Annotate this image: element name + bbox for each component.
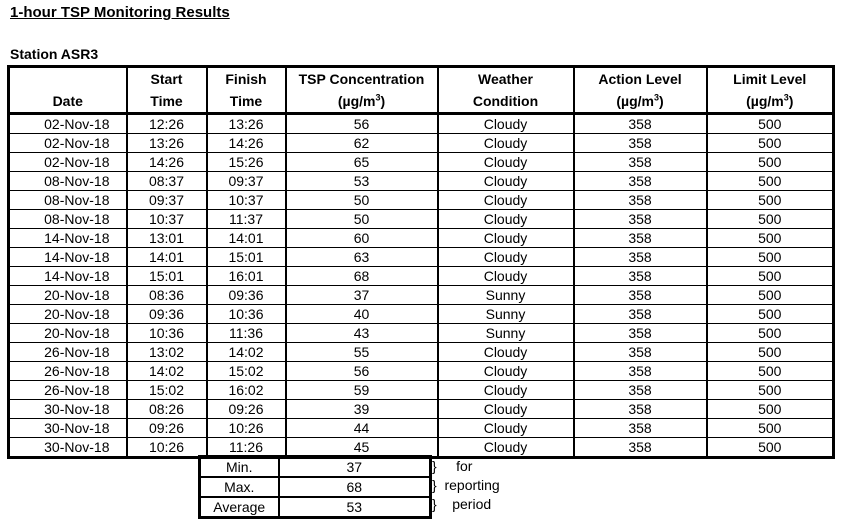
cell-finish-time: 09:36	[207, 286, 286, 305]
cell-start-time: 15:02	[127, 381, 207, 400]
table-row	[9, 229, 834, 248]
cell-finish-time: 09:37	[207, 172, 286, 191]
table-row	[9, 210, 834, 229]
page-title: 1-hour TSP Monitoring Results	[10, 4, 230, 21]
cell-start-time: 10:37	[127, 210, 207, 229]
cell-weather-condition: Cloudy	[438, 229, 574, 248]
cell-limit-level: 500	[707, 134, 834, 153]
cell-date: 08-Nov-18	[9, 172, 127, 191]
cell-weather-condition: Cloudy	[438, 267, 574, 286]
cell-start-time: 15:01	[127, 267, 207, 286]
cell-tsp-concentration: 65	[286, 153, 438, 172]
cell-action-level: 358	[574, 381, 707, 400]
cell-tsp-concentration: 45	[286, 438, 438, 458]
cell-start-time: 09:36	[127, 305, 207, 324]
summary-value: 68	[279, 477, 431, 497]
tsp-results-table	[7, 65, 835, 459]
cell-limit-level: 500	[707, 114, 834, 134]
table-row	[9, 286, 834, 305]
summary-label: Max.	[200, 477, 279, 497]
cell-tsp-concentration: 50	[286, 191, 438, 210]
table-row	[9, 267, 834, 286]
cell-start-time: 09:37	[127, 191, 207, 210]
cell-date: 26-Nov-18	[9, 381, 127, 400]
header-weather-condition: Weather Condition	[438, 67, 574, 114]
cell-start-time: 08:26	[127, 400, 207, 419]
cell-finish-time: 15:02	[207, 362, 286, 381]
cell-tsp-concentration: 60	[286, 229, 438, 248]
table-row	[9, 114, 834, 134]
cell-start-time: 12:26	[127, 114, 207, 134]
cell-tsp-concentration: 63	[286, 248, 438, 267]
cell-finish-time: 15:01	[207, 248, 286, 267]
table-row	[9, 324, 834, 343]
table-row	[9, 419, 834, 438]
cell-finish-time: 09:26	[207, 400, 286, 419]
cell-action-level: 358	[574, 172, 707, 191]
summary-row-max	[200, 477, 431, 497]
cell-tsp-concentration: 55	[286, 343, 438, 362]
cell-action-level: 358	[574, 400, 707, 419]
cell-weather-condition: Cloudy	[438, 381, 574, 400]
cell-weather-condition: Cloudy	[438, 134, 574, 153]
cell-finish-time: 14:02	[207, 343, 286, 362]
cell-tsp-concentration: 44	[286, 419, 438, 438]
cell-limit-level: 500	[707, 438, 834, 458]
summary-note-reporting: } reporting	[432, 477, 500, 493]
cell-limit-level: 500	[707, 267, 834, 286]
cell-limit-level: 500	[707, 286, 834, 305]
cell-action-level: 358	[574, 229, 707, 248]
cell-tsp-concentration: 40	[286, 305, 438, 324]
cell-tsp-concentration: 59	[286, 381, 438, 400]
cell-action-level: 358	[574, 362, 707, 381]
summary-note-period: } period	[432, 496, 492, 512]
cell-date: 20-Nov-18	[9, 324, 127, 343]
cell-date: 02-Nov-18	[9, 153, 127, 172]
cell-date: 26-Nov-18	[9, 362, 127, 381]
cell-weather-condition: Cloudy	[438, 438, 574, 458]
cell-finish-time: 16:01	[207, 267, 286, 286]
cell-limit-level: 500	[707, 400, 834, 419]
cell-start-time: 13:01	[127, 229, 207, 248]
cell-date: 30-Nov-18	[9, 400, 127, 419]
cell-action-level: 358	[574, 114, 707, 134]
cell-start-time: 13:02	[127, 343, 207, 362]
cell-limit-level: 500	[707, 362, 834, 381]
station-label: Station ASR3	[10, 46, 99, 62]
cell-action-level: 358	[574, 153, 707, 172]
summary-row-min	[200, 457, 431, 478]
cell-finish-time: 11:37	[207, 210, 286, 229]
cell-action-level: 358	[574, 343, 707, 362]
cell-weather-condition: Cloudy	[438, 248, 574, 267]
cell-limit-level: 500	[707, 191, 834, 210]
cell-start-time: 14:26	[127, 153, 207, 172]
table-body	[9, 114, 834, 458]
table-row	[9, 153, 834, 172]
cell-date: 08-Nov-18	[9, 210, 127, 229]
table-row	[9, 381, 834, 400]
cell-limit-level: 500	[707, 324, 834, 343]
cell-finish-time: 10:37	[207, 191, 286, 210]
cell-start-time: 10:36	[127, 324, 207, 343]
cell-action-level: 358	[574, 134, 707, 153]
cell-date: 14-Nov-18	[9, 267, 127, 286]
cell-action-level: 358	[574, 324, 707, 343]
summary-note-for: } for	[432, 458, 473, 474]
cell-weather-condition: Cloudy	[438, 400, 574, 419]
cell-start-time: 10:26	[127, 438, 207, 458]
cell-date: 26-Nov-18	[9, 343, 127, 362]
cell-weather-condition: Sunny	[438, 286, 574, 305]
cell-action-level: 358	[574, 305, 707, 324]
cell-action-level: 358	[574, 419, 707, 438]
cell-tsp-concentration: 56	[286, 114, 438, 134]
cell-limit-level: 500	[707, 343, 834, 362]
cell-limit-level: 500	[707, 210, 834, 229]
cell-date: 02-Nov-18	[9, 114, 127, 134]
cell-finish-time: 10:26	[207, 419, 286, 438]
cell-limit-level: 500	[707, 305, 834, 324]
cell-action-level: 358	[574, 191, 707, 210]
cell-limit-level: 500	[707, 381, 834, 400]
cell-tsp-concentration: 37	[286, 286, 438, 305]
cell-weather-condition: Cloudy	[438, 153, 574, 172]
cell-weather-condition: Cloudy	[438, 419, 574, 438]
header-row	[9, 67, 834, 114]
table-row	[9, 362, 834, 381]
header-start-time: Start Time	[127, 67, 207, 114]
cell-action-level: 358	[574, 210, 707, 229]
cell-start-time: 08:36	[127, 286, 207, 305]
cell-start-time: 14:01	[127, 248, 207, 267]
cell-tsp-concentration: 39	[286, 400, 438, 419]
cell-limit-level: 500	[707, 153, 834, 172]
cell-finish-time: 16:02	[207, 381, 286, 400]
summary-table	[198, 455, 432, 519]
cell-limit-level: 500	[707, 172, 834, 191]
table-row	[9, 343, 834, 362]
cell-action-level: 358	[574, 248, 707, 267]
cell-weather-condition: Cloudy	[438, 210, 574, 229]
table-row	[9, 305, 834, 324]
cell-weather-condition: Sunny	[438, 324, 574, 343]
cell-weather-condition: Cloudy	[438, 114, 574, 134]
cell-weather-condition: Sunny	[438, 305, 574, 324]
cell-finish-time: 11:36	[207, 324, 286, 343]
cell-limit-level: 500	[707, 229, 834, 248]
summary-label: Min.	[200, 457, 279, 478]
cell-finish-time: 13:26	[207, 114, 286, 134]
header-tsp-concentration: TSP Concentration $(\mu g/m^3)$	[286, 67, 438, 114]
cell-action-level: 358	[574, 286, 707, 305]
summary-value: 53	[279, 497, 431, 518]
table-row	[9, 248, 834, 267]
cell-weather-condition: Cloudy	[438, 191, 574, 210]
cell-start-time: 08:37	[127, 172, 207, 191]
table-row	[9, 191, 834, 210]
cell-date: 08-Nov-18	[9, 191, 127, 210]
table-row	[9, 172, 834, 191]
header-action-level: Action Level $(\mu g/m^3)$	[574, 67, 707, 114]
summary-row-average	[200, 497, 431, 518]
cell-weather-condition: Cloudy	[438, 362, 574, 381]
header-limit-level: Limit Level $(\mu g/m^3)$	[707, 67, 834, 114]
cell-date: 20-Nov-18	[9, 305, 127, 324]
cell-limit-level: 500	[707, 248, 834, 267]
cell-tsp-concentration: 68	[286, 267, 438, 286]
cell-date: 30-Nov-18	[9, 438, 127, 458]
cell-finish-time: 15:26	[207, 153, 286, 172]
cell-tsp-concentration: 62	[286, 134, 438, 153]
cell-finish-time: 14:01	[207, 229, 286, 248]
cell-limit-level: 500	[707, 419, 834, 438]
cell-start-time: 09:26	[127, 419, 207, 438]
cell-date: 20-Nov-18	[9, 286, 127, 305]
cell-finish-time: 11:26	[207, 438, 286, 458]
summary-label: Average	[200, 497, 279, 518]
cell-tsp-concentration: 53	[286, 172, 438, 191]
table-row	[9, 134, 834, 153]
header-finish-time: Finish Time	[207, 67, 286, 114]
cell-action-level: 358	[574, 438, 707, 458]
cell-finish-time: 10:36	[207, 305, 286, 324]
cell-tsp-concentration: 50	[286, 210, 438, 229]
cell-tsp-concentration: 56	[286, 362, 438, 381]
cell-start-time: 13:26	[127, 134, 207, 153]
cell-date: 14-Nov-18	[9, 229, 127, 248]
table-row	[9, 400, 834, 419]
cell-tsp-concentration: 43	[286, 324, 438, 343]
cell-date: 02-Nov-18	[9, 134, 127, 153]
cell-action-level: 358	[574, 267, 707, 286]
cell-weather-condition: Cloudy	[438, 172, 574, 191]
cell-finish-time: 14:26	[207, 134, 286, 153]
cell-weather-condition: Cloudy	[438, 343, 574, 362]
header-date: Date	[9, 67, 127, 114]
cell-start-time: 14:02	[127, 362, 207, 381]
cell-date: 14-Nov-18	[9, 248, 127, 267]
summary-value: 37	[279, 457, 431, 478]
cell-date: 30-Nov-18	[9, 419, 127, 438]
